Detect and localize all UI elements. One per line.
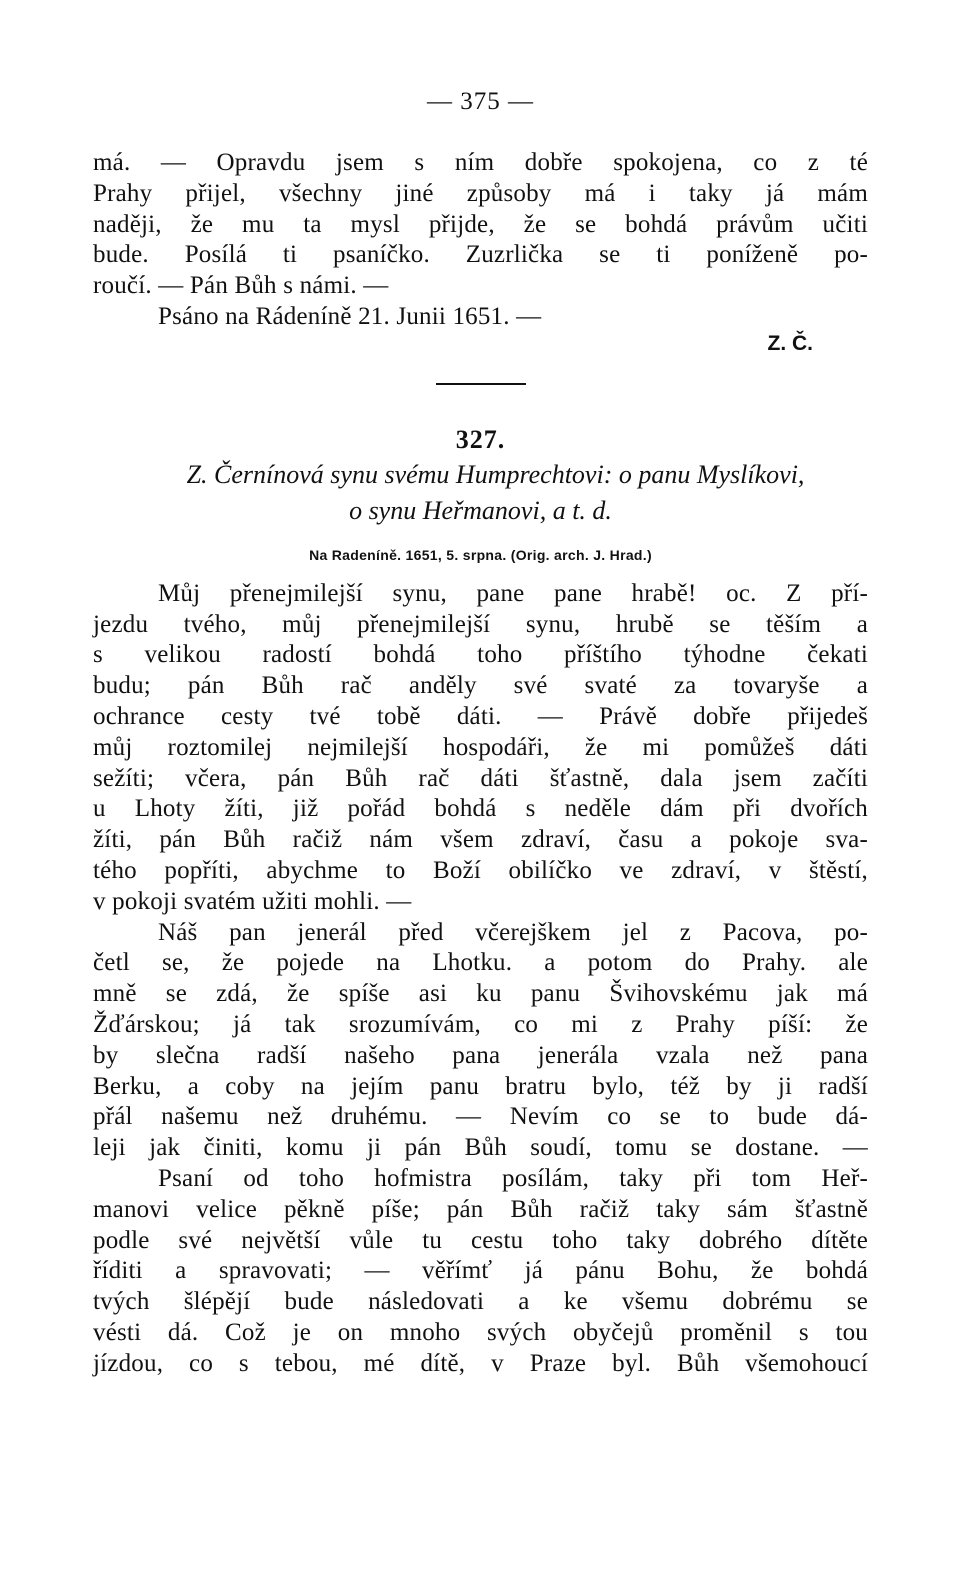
letter-source-note: Na Radeníně. 1651, 5. srpna. (Orig. arch. J. Hrad.) (309, 546, 652, 563)
text-line: budu; pán Bůh rač anděly své svaté za tovaryše a (93, 672, 868, 700)
text-line: Berku, a coby na jejím panu bratru bylo, též by ji radší (93, 1072, 868, 1100)
text-line: má. — Opravdu jsem s ním dobře spokojena, co z té (93, 149, 868, 176)
text-line: mně se zdá, že spíše asi ku panu Švihovskému jak má (93, 980, 868, 1008)
text-line: manovi velice pěkně píše; pán Bůh račiž taky sám šťastně (93, 1195, 868, 1223)
letter-title (93, 457, 868, 529)
paragraph (93, 918, 868, 1164)
text-line: s velikou radostí bohdá toho příštího týhodne čekati (93, 641, 868, 669)
signature: Z. Č. (767, 331, 813, 355)
section-divider (436, 383, 526, 385)
book-page (93, 82, 868, 1380)
paragraph (93, 579, 868, 918)
text-line: by slečna radší našeho pana jenerála vzala než pana (93, 1041, 868, 1069)
text-line: podle své největší vůle tu cestu toho taky dobrého dítěte (93, 1226, 868, 1254)
letter-title-line: Z. Černínová synu svému Humprechtovi: o panu Myslíkovi, (186, 459, 805, 489)
text-line: Psaní od toho hofmistra posílám, taky při tom Heř- (158, 1164, 868, 1192)
text-line: tvých šlépějí bude následovati a ke všemu dobrému se (93, 1288, 868, 1316)
text-line: v pokoji svatém užiti mohli. — (93, 887, 412, 915)
text-line: jezdu tvého, můj přenejmilejší synu, hrubě se těším a (93, 610, 868, 638)
text-line: tého popříti, abychme to Boží obilíčko ve zdraví, v štěstí, (93, 856, 868, 884)
text-line: četl se, že pojede na Lhotku. a potom do Prahy. ale (93, 949, 868, 977)
letter-body (93, 579, 868, 1380)
text-line: Náš pan jenerál před včerejškem jel z Pacova, po- (158, 918, 868, 946)
text-line: můj roztomilej nejmilejší hospodáři, že mi pomůžeš dáti (93, 733, 868, 761)
letter-number: 327. (455, 424, 506, 454)
text-line: leji jak činiti, komu ji pán Bůh soudí, tomu se dostane. — (93, 1134, 868, 1162)
paragraph (93, 1164, 868, 1380)
text-line: Můj přenejmilejší synu, pane pane hrabě! oc. Z pří- (158, 579, 868, 607)
text-line: naději, že mu ta mysl přijde, že se bohdá právům učiti (93, 210, 868, 238)
previous-letter-ending (93, 148, 868, 359)
text-line: ochrance cesty tvé tobě dáti. — Právě dobře přijedeš (93, 702, 868, 730)
text-line: vésti dá. Což je on mnoho svých obyčejů proměnil s tou (93, 1318, 868, 1346)
text-line: roučí. — Pán Bůh s námi. — (93, 272, 389, 300)
text-line: žíti, pán Bůh račiž nám všem zdraví, času a pokoje sva- (93, 826, 868, 854)
text-line: jízdou, co s tebou, mé dítě, v Praze byl. Bůh všemohoucí (93, 1349, 868, 1377)
letter-title-line: o synu Heřmanovi, a t. d. (349, 495, 612, 525)
page-number: — 375 — (427, 88, 534, 115)
text-line: bude. Posílá ti psaníčko. Zuzrlička se ti poníženě po- (93, 241, 868, 269)
dateline: Psáno na Rádeníně 21. Junii 1651. — (158, 302, 542, 330)
text-line: Žďárskou; já tak srozumívám, co mi z Prahy píší: že (93, 1010, 868, 1038)
text-line: sežíti; včera, pán Bůh rač dáti šťastně, dala jsem začíti (93, 764, 868, 792)
text-line: Prahy přijel, všechny jiné způsoby má i taky já mám (93, 179, 868, 207)
text-line: přál našemu než druhému. — Nevím co se to bude dá- (93, 1103, 868, 1131)
text-line: říditi a spravovati; — věřímť já pánu Bohu, že bohdá (93, 1257, 868, 1285)
text-line: u Lhoty žíti, již pořád bohdá s neděle dám při dvořích (93, 795, 868, 823)
